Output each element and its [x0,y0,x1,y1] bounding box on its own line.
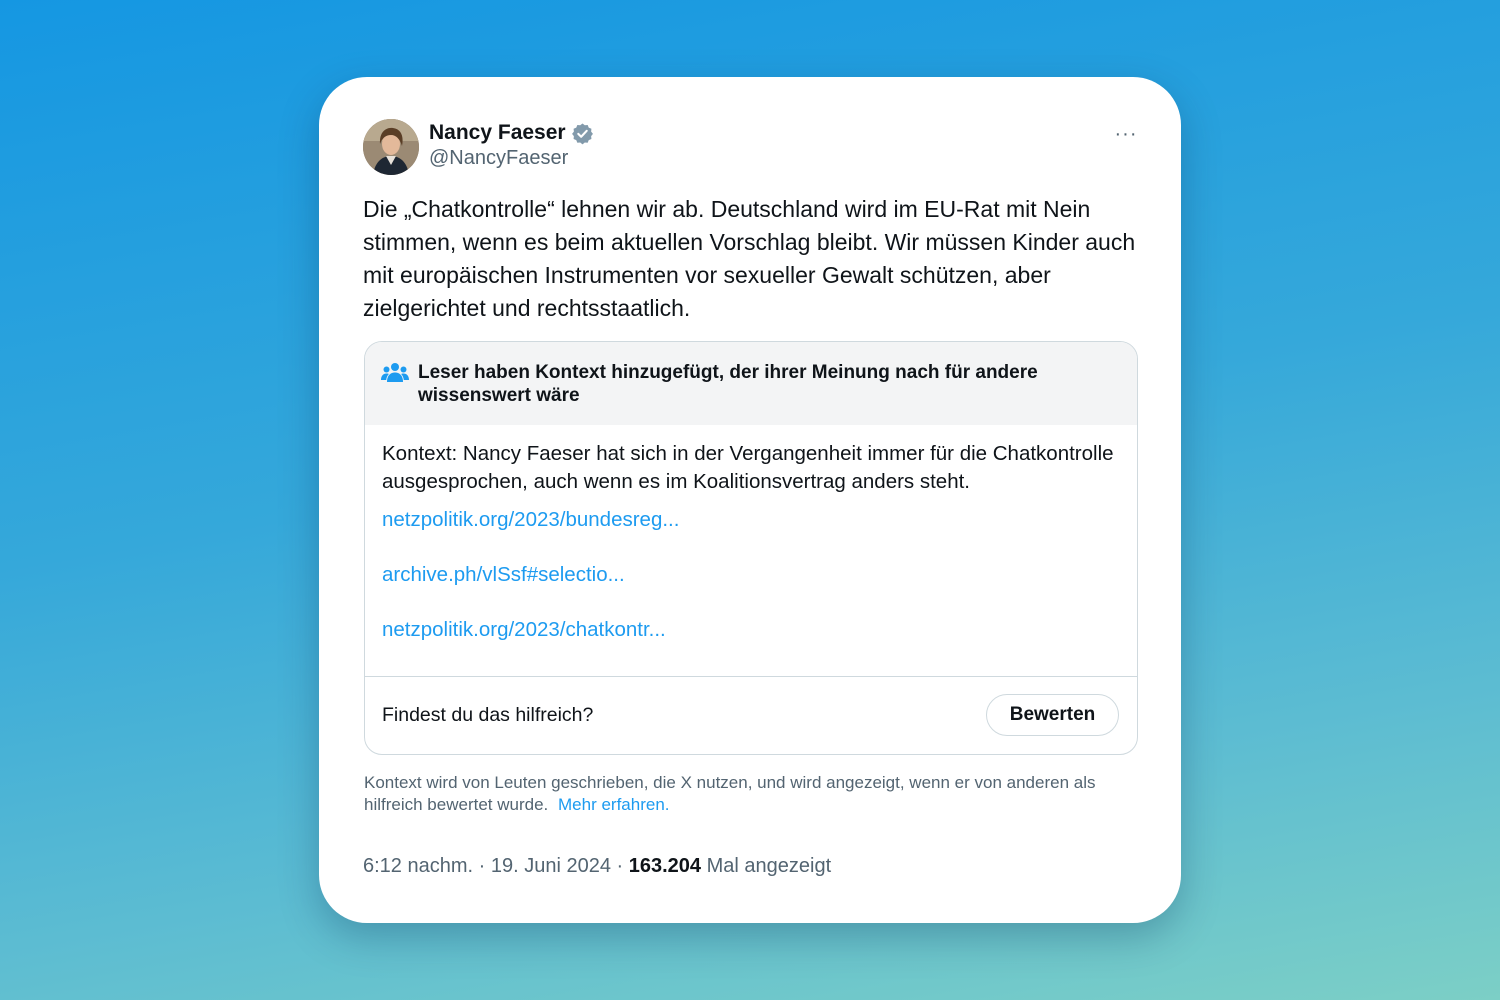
source-link-2[interactable]: archive.ph/vlSsf#selectio... [382,563,625,586]
tweet-time[interactable]: 6:12 nachm. [363,855,474,877]
view-count-label: Mal angezeigt [706,855,832,877]
community-note-disclaimer [364,772,1144,816]
community-note-context: Kontext: Nancy Faeser hat sich in der Vergangenheit immer für die Chatkontrolle ausgesprochen, auch wenn es im Koalitionsvertrag anders steht. [382,442,1114,493]
learn-more-link[interactable]: Mehr erfahren [558,795,665,814]
community-note-header [365,342,1137,425]
disclaimer-period: . [664,795,670,814]
author-handle[interactable]: @NancyFaeser [429,147,569,169]
tweet-date[interactable]: 19. Juni 2024 [490,855,611,877]
tweet-text: Die „Chatkontrolle“ lehnen wir ab. Deutschland wird im EU-Rat mit Nein stimmen, wenn es beim aktuellen Vorschlag bleibt. Wir müssen Kinder auch mit europäischen Instrumenten vor sexueller Gewalt schützen, aber zielgerichtet und rechtsstaatlich. [363,196,1136,321]
avatar[interactable] [363,119,419,175]
disclaimer-text: Kontext wird von Leuten geschrieben, die X nutzen, und wird angezeigt, wenn er von anderen als hilfreich bewertet wurde. [364,773,1096,814]
people-icon [381,362,409,384]
author-name-row [429,119,594,147]
source-link-3[interactable]: netzpolitik.org/2023/chatkontr... [382,618,666,641]
community-note-footer [365,676,1137,754]
profile-photo-icon [363,119,419,175]
meta-separator: · [610,855,629,877]
meta-separator: · [473,855,491,877]
rate-button[interactable]: Bewerten [986,694,1119,736]
community-note-title: Leser haben Kontext hinzugefügt, der ihrer Meinung nach für andere wissenswert wäre [418,362,1038,406]
helpful-question: Findest du das hilfreich? [382,704,594,726]
more-options-icon[interactable]: ··· [1114,122,1138,145]
verified-badge-icon [571,122,594,145]
community-note [364,341,1138,755]
author-display-name[interactable]: Nancy Faeser [429,121,566,144]
community-note-body [365,425,1137,676]
tweet-card [319,77,1181,923]
source-link-1[interactable]: netzpolitik.org/2023/bundesreg... [382,508,680,531]
view-count: 163.204 [628,855,702,877]
tweet-meta [363,855,831,878]
